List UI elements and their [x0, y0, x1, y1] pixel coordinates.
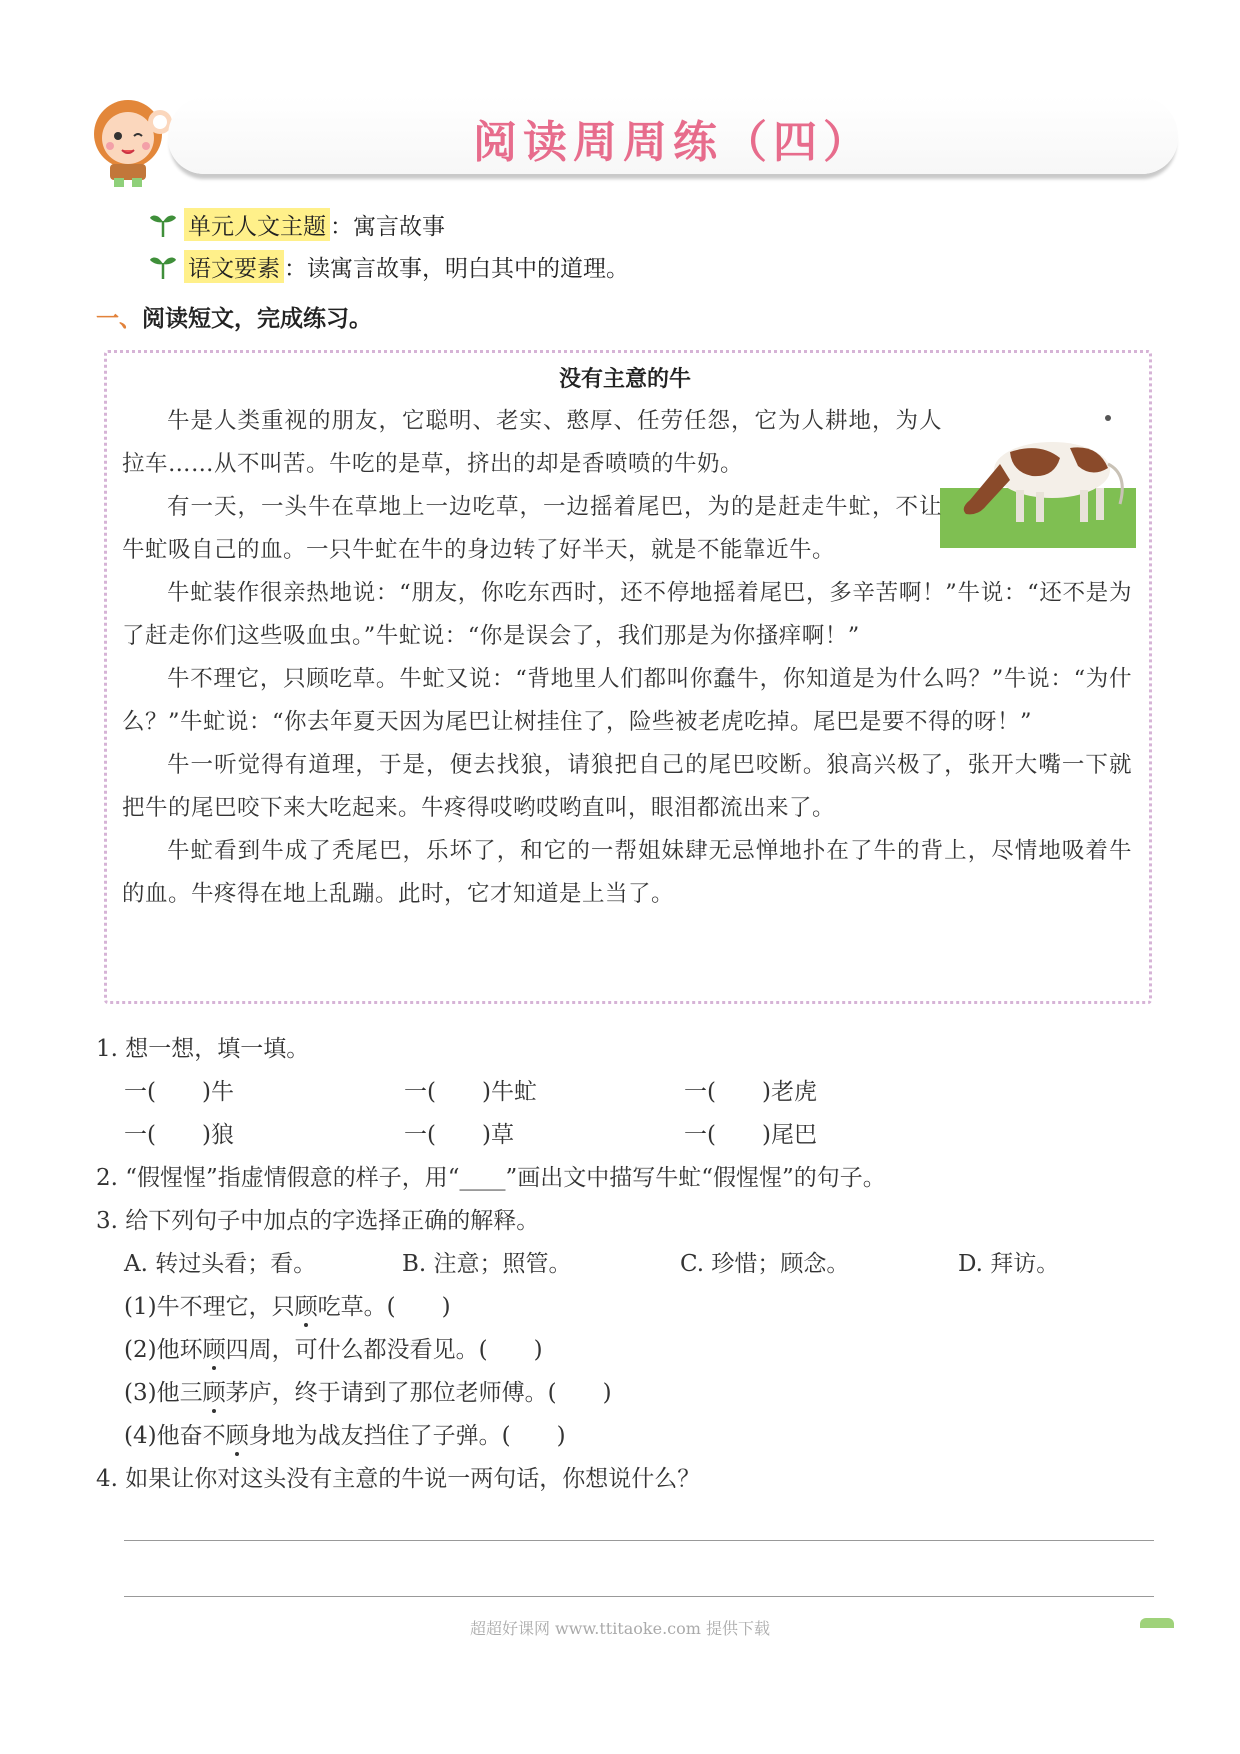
language-element-value: 读寓言故事，明白其中的道理。 [307, 255, 629, 282]
story-paragraph: 牛一听觉得有道理，于是，便去找狼，请狼把自己的尾巴咬断。狼高兴极了，张开大嘴一下就把牛的尾巴咬下来大吃起来。牛疼得哎哟哎哟直叫，眼泪都流出来了。 [122, 752, 1132, 821]
option-a: A. 转过头看；看。 [124, 1251, 317, 1277]
section-number: 一、 [96, 306, 142, 332]
question-1: 1. 想一想，填一填。 [96, 1036, 310, 1062]
section-title: 阅读短文，完成练习。 [142, 306, 372, 332]
fill-blank-item[interactable]: 一( )草 [404, 1122, 514, 1148]
unit-theme-label: 单元人文主题 [184, 208, 330, 241]
subquestion-3[interactable]: (3)他三顾茅庐，终于请到了那位老师傅。( ) [124, 1380, 612, 1406]
option-c: C. 珍惜；顾念。 [680, 1251, 850, 1277]
fill-blank-item[interactable]: 一( )狼 [124, 1122, 234, 1148]
story-paragraph: 牛虻装作很亲热地说：“朋友，你吃东西时，还不停地摇着尾巴，多辛苦啊！”牛说：“还不是为了赶走你们这些吸血虫。”牛虻说：“你是误会了，我们那是为你搔痒啊！” [122, 580, 1132, 649]
dotted-char: 顾 [202, 1380, 226, 1406]
language-element-row: 语文要素 ： 读寓言故事，明白其中的道理。 [148, 248, 629, 284]
story-paragraph: 牛是人类重视的朋友，它聪明、老实、憨厚、任劳任怨，它为人耕地，为人拉车……从不叫苦。牛吃的是草，挤出的却是香喷喷的牛奶。 [122, 408, 942, 477]
story-paragraph: 牛虻看到牛成了秃尾巴，乐坏了，和它的一帮姐妹肆无忌惮地扑在了牛的背上，尽情地吸着牛的血。牛疼得在地上乱蹦。此时，它才知道是上当了。 [122, 838, 1132, 907]
subquestion-2[interactable]: (2)他环顾四周，可什么都没看见。( ) [124, 1337, 543, 1363]
fill-row [124, 1116, 964, 1149]
fill-blank-item[interactable]: 一( )尾巴 [684, 1122, 817, 1148]
story-title: 没有主意的牛 [558, 366, 691, 392]
question-3: 3. 给下列句子中加点的字选择正确的解释。 [96, 1208, 540, 1234]
subquestion-1[interactable]: (1)牛不理它，只顾吃草。( ) [124, 1294, 451, 1320]
sprout-icon [148, 209, 178, 239]
question-2: 2. “假惺惺”指虚情假意的样子，用“____”画出文中描写牛虻“假惺惺”的句子。 [96, 1165, 886, 1191]
sprout-icon [148, 251, 178, 281]
answer-line[interactable] [124, 1596, 1154, 1597]
option-row [124, 1245, 1236, 1278]
fill-blank-item[interactable]: 一( )牛虻 [404, 1079, 537, 1105]
unit-theme-value: 寓言故事 [353, 213, 445, 240]
question-4: 4. 如果让你对这头没有主意的牛说一两句话，你想说什么？ [96, 1466, 701, 1492]
dotted-char: 顾 [202, 1337, 226, 1363]
answer-line[interactable] [124, 1540, 1154, 1541]
dotted-char: 顾 [225, 1423, 249, 1449]
dotted-char: 顾 [294, 1294, 318, 1320]
unit-theme-row: 单元人文主题 ： 寓言故事 [148, 206, 445, 242]
page-title: 阅读周周练（四） [473, 117, 873, 168]
language-element-label: 语文要素 [184, 250, 284, 283]
section-heading [96, 300, 372, 333]
option-d: D. 拜访。 [958, 1251, 1060, 1277]
fill-blank-item[interactable]: 一( )老虎 [684, 1079, 817, 1105]
story-paragraph: 有一天，一头牛在草地上一边吃草，一边摇着尾巴，为的是赶走牛虻，不让牛虻吸自己的血。一只牛虻在牛的身边转了好半天，就是不能靠近牛。 [122, 494, 942, 563]
page-corner-tab [1140, 1618, 1174, 1628]
option-b: B. 注意；照管。 [402, 1251, 572, 1277]
subquestion-4[interactable]: (4)他奋不顾身地为战友挡住了子弹。( ) [124, 1423, 566, 1449]
story-paragraph: 牛不理它，只顾吃草。牛虻又说：“背地里人们都叫你蠢牛，你知道是为什么吗？”牛说：“为什么？”牛虻说：“你去年夏天因为尾巴让树挂住了，险些被老虎吃掉。尾巴是要不得的呀！” [122, 666, 1132, 735]
footer-watermark: 超超好课网 www.ttitaoke.com 提供下载 [469, 1619, 771, 1638]
story-body [122, 400, 1132, 916]
fill-blank-item[interactable]: 一( )牛 [124, 1079, 234, 1105]
fill-row [124, 1073, 964, 1106]
